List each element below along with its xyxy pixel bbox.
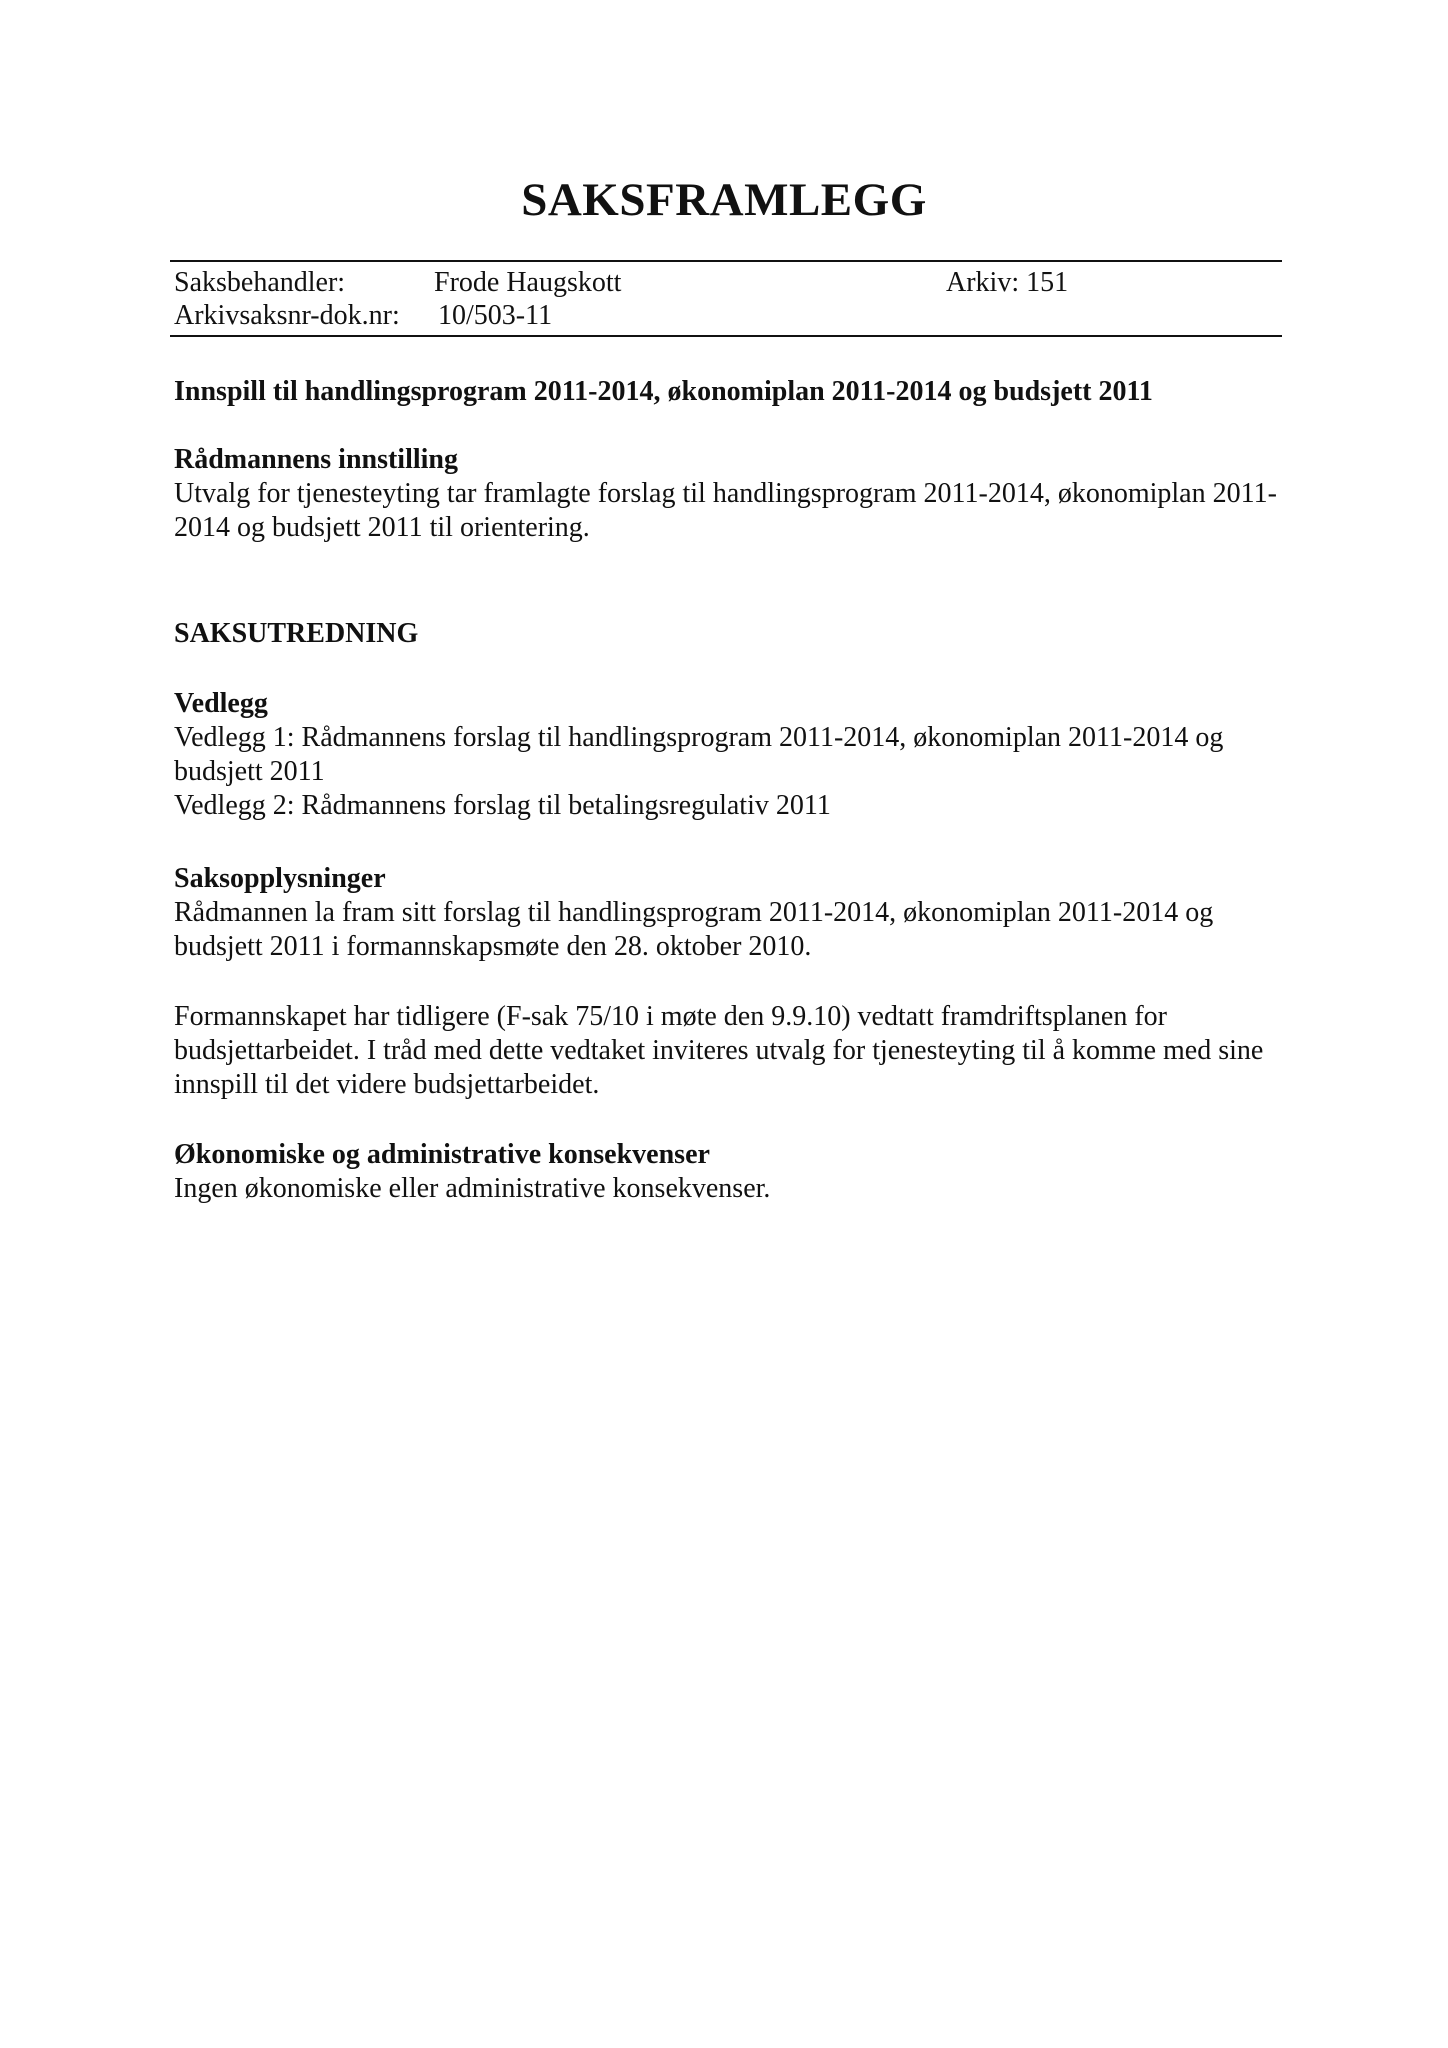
archive-field (946, 266, 1068, 300)
recommendation-section (174, 443, 1284, 545)
attachments-section (174, 687, 1284, 823)
recommendation-text: Utvalg for tjenesteyting tar framlagte forslag til handlingsprogram 2011-2014, økonomiplan 2011-2014 og budsjett 2011 til orientering. (174, 478, 1277, 543)
section-title: SAKSUTREDNING (174, 618, 419, 649)
consequences-heading: Økonomiske og administrative konsekvenser (174, 1139, 710, 1170)
header-rule-top (170, 260, 1282, 262)
archive-case-value: 10/503-11 (438, 300, 553, 331)
document-title: SAKSFRAMLEGG (521, 174, 927, 226)
attachment-item-2: Vedlegg 2: Rådmannens forslag til betalingsregulativ 2011 (174, 790, 831, 821)
case-officer-value: Frode Haugskott (434, 267, 622, 298)
recommendation-heading: Rådmannens innstilling (174, 444, 458, 475)
facts-section (174, 862, 1284, 964)
attachment-item-1: Vedlegg 1: Rådmannens forslag til handlingsprogram 2011-2014, økonomiplan 2011-2014 og budsjett 2011 (174, 722, 1224, 787)
archive-value: 151 (1026, 267, 1069, 298)
archive-label: Arkiv: (946, 267, 1020, 298)
meta-row-case-officer (174, 266, 1274, 300)
archive-case-label: Arkivsaksnr-dok.nr: (174, 300, 400, 331)
case-officer-label: Saksbehandler: (174, 267, 346, 298)
attachments-heading: Vedlegg (174, 688, 268, 719)
facts-heading: Saksopplysninger (174, 863, 386, 894)
facts-paragraph-2: Formannskapet har tidligere (F-sak 75/10 i møte den 9.9.10) vedtatt framdriftsplanen for budsjettarbeidet. I tråd med dette vedtaket inviteres utvalg for tjenesteyting til å komme med sine innspill til det videre budsjettarbeidet. (174, 1001, 1264, 1100)
facts-paragraph-2-block (174, 1000, 1284, 1102)
case-title: Innspill til handlingsprogram 2011-2014, økonomiplan 2011-2014 og budsjett 2011 (174, 376, 1153, 407)
consequences-section (174, 1138, 1284, 1206)
header-rule-bottom (170, 335, 1282, 337)
consequences-text: Ingen økonomiske eller administrative konsekvenser. (174, 1173, 771, 1204)
facts-paragraph-1: Rådmannen la fram sitt forslag til handlingsprogram 2011-2014, økonomiplan 2011-2014 og budsjett 2011 i formannskapsmøte den 28. oktober 2010. (174, 897, 1214, 962)
meta-row-archive-case (174, 299, 1274, 333)
